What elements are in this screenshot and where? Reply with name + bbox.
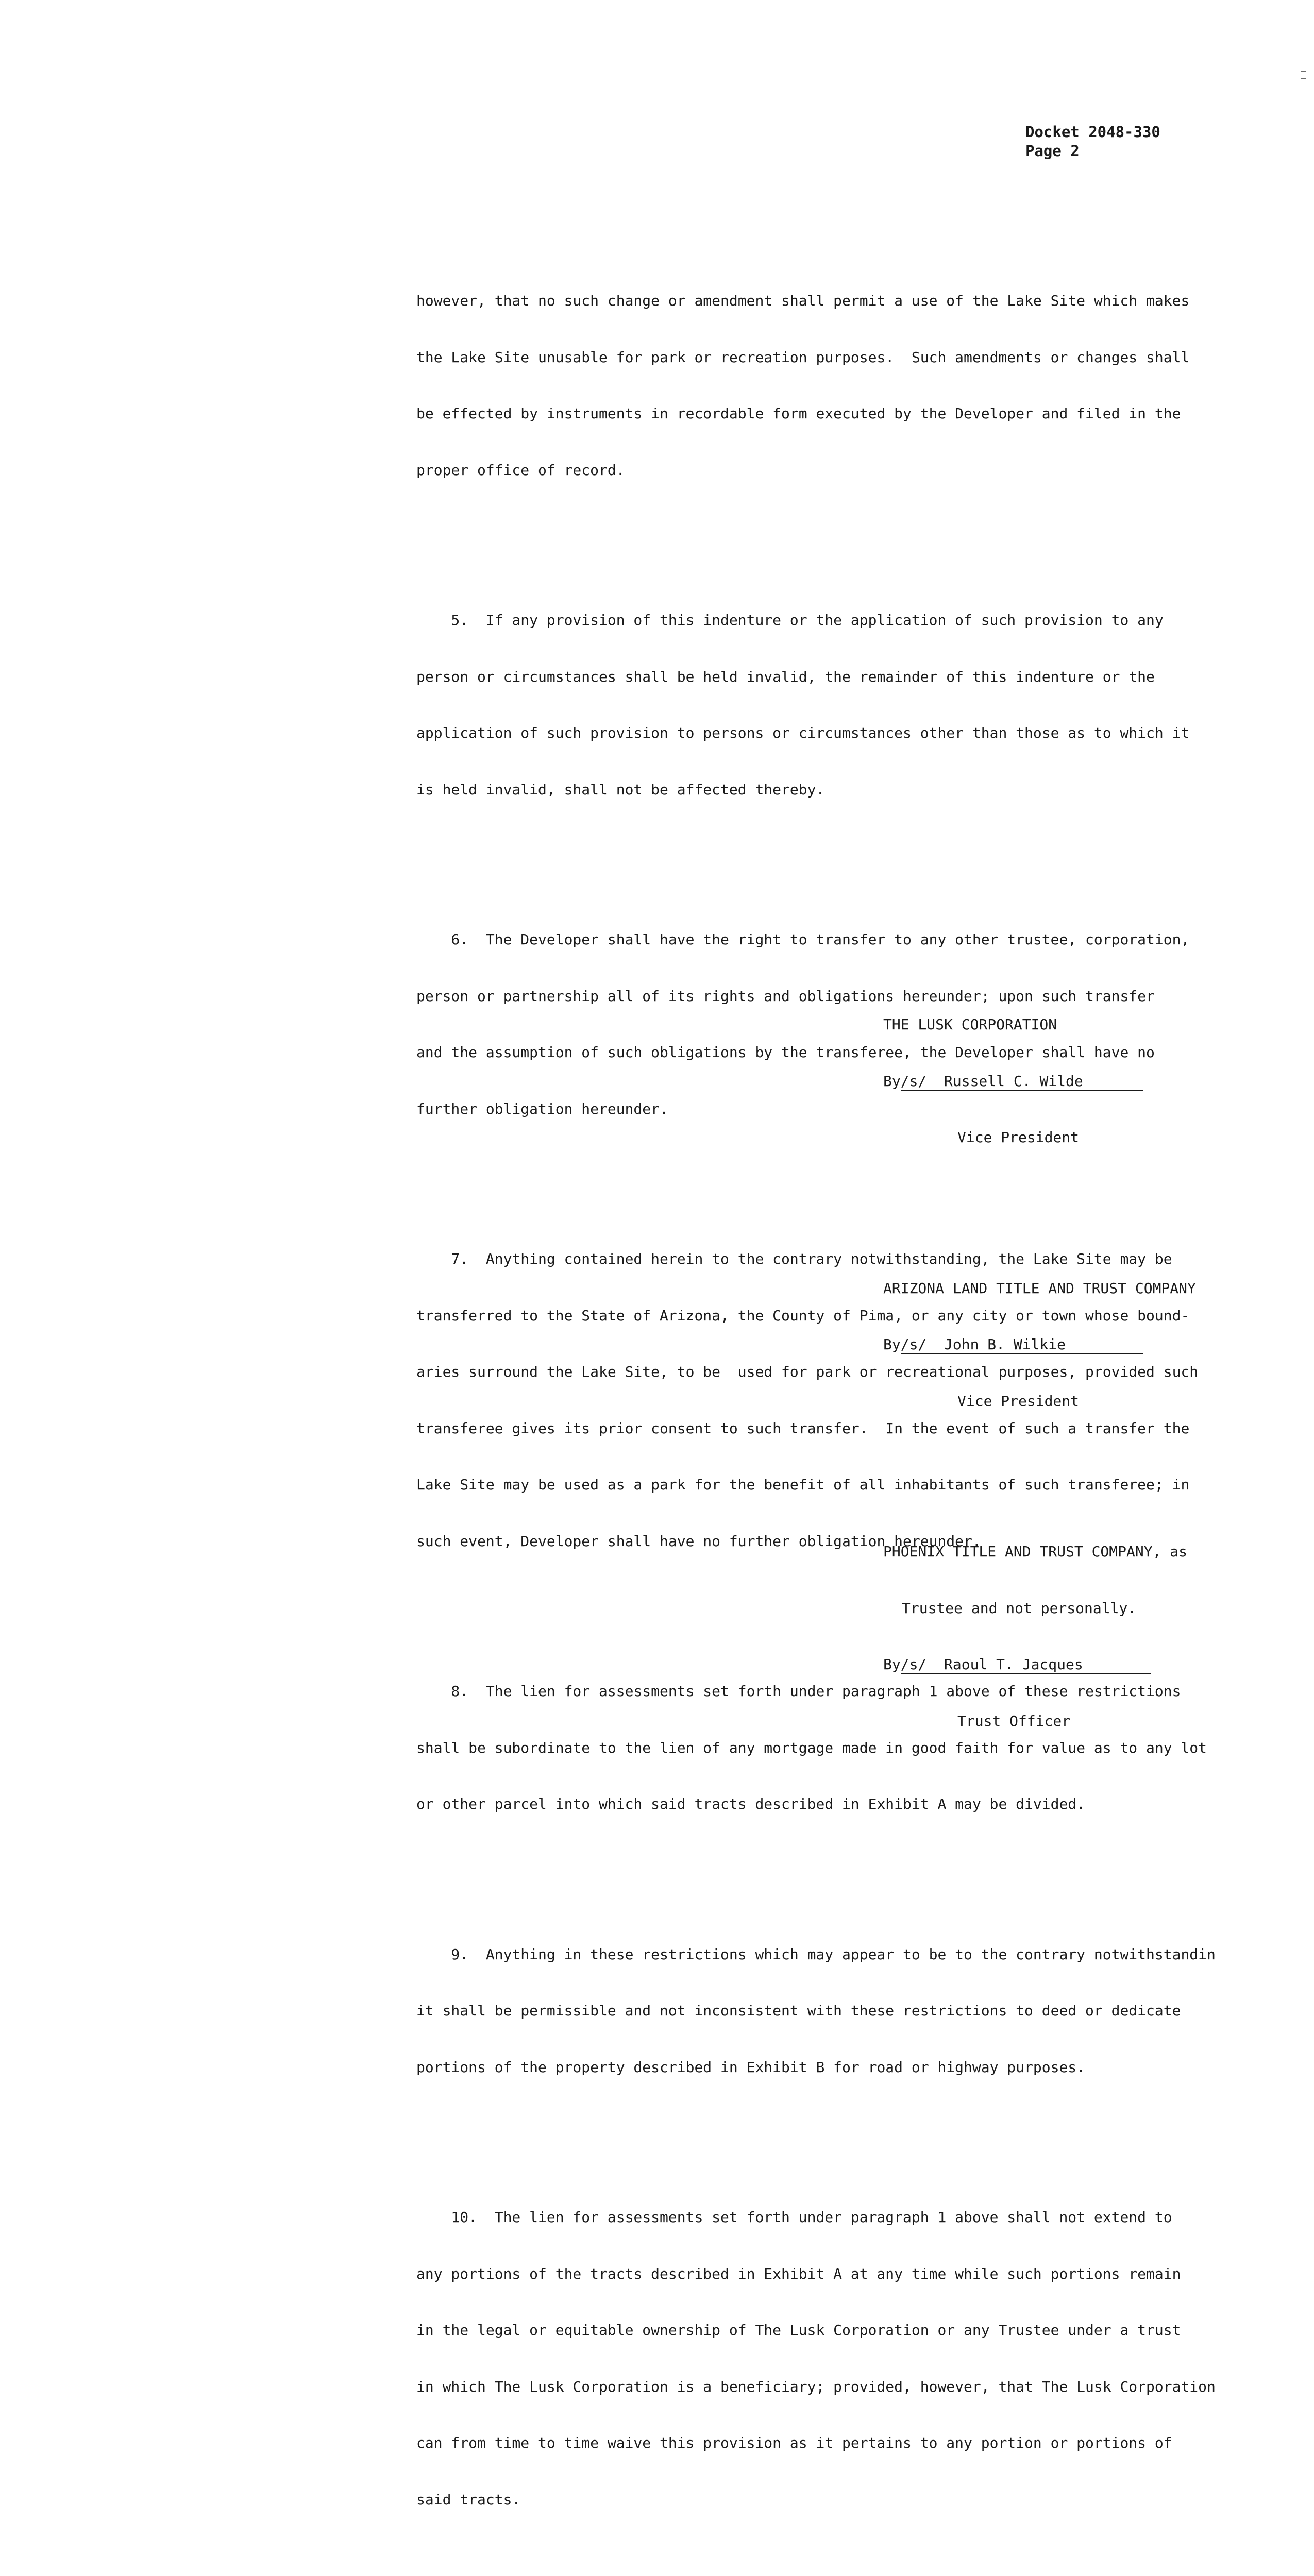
by-label: By [883, 1656, 901, 1673]
text-line: is held invalid, shall not be affected thereby. [416, 781, 825, 798]
by-label: By [883, 1072, 901, 1090]
text-line: aries surround the Lake Site, to be used for park or recreational purposes, provided such [416, 1363, 1199, 1380]
text-line: transferred to the State of Arizona, the County of Pima, or any city or town whose bound- [416, 1307, 1190, 1324]
docket-header [1025, 123, 1160, 161]
text-line: proper office of record. [416, 461, 625, 479]
signer-title: Trust Officer [957, 1712, 1071, 1730]
paragraph-9 [416, 1908, 1282, 2115]
signature-line [883, 1335, 1196, 1354]
text-line: any portions of the tracts described in Exhibit A at any time while such portions remain [416, 2265, 1181, 2282]
signature-line [883, 1072, 1196, 1091]
signer-name: /s/ Raoul T. Jacques [900, 1656, 1083, 1673]
text-line: such event, Developer shall have no further obligation hereunder. [416, 1532, 981, 1550]
text-line: Lake Site may be used as a park for the benefit of all inhabitants of such transferee; in [416, 1476, 1190, 1493]
text-line: person or partnership all of its rights and obligations hereunder; upon such transfer [416, 987, 1155, 1005]
docket-number: Docket 2048-330 [1025, 123, 1160, 141]
text-line: portions of the property described in Exhibit B for road or highway purposes. [416, 2058, 1086, 2076]
text-line: or other parcel into which said tracts described in Exhibit A may be divided. [416, 1795, 1086, 1812]
text-line: it shall be permissible and not inconsistent with these restrictions to deed or dedicate [416, 2002, 1181, 2019]
text-line: can from time to time waive this provision as it pertains to any portion or portions of [416, 2434, 1172, 2451]
text-line: in the legal or equitable ownership of The Lusk Corporation or any Trustee under a trust [416, 2321, 1181, 2338]
signature-section [883, 940, 1196, 1825]
signature-underline [901, 1336, 1143, 1354]
paragraph-continuation [416, 254, 1282, 517]
scan-artifact-mark [1301, 71, 1306, 72]
signatory-entity-line2: Trustee and not personally. [902, 1599, 1137, 1617]
signature-line [883, 1655, 1196, 1674]
page-number: Page 2 [1025, 142, 1080, 160]
signature-block-arizona [883, 1242, 1196, 1449]
signer-name: /s/ John B. Wilkie [900, 1336, 1066, 1353]
text-line: 9. Anything in these restrictions which may appear to be to the contrary notwithstandin [416, 1945, 1216, 1963]
by-label: By [883, 1336, 901, 1353]
text-line: be effected by instruments in recordable form executed by the Developer and filed in the [416, 405, 1181, 422]
text-line: 5. If any provision of this indenture or the application of such provision to any [416, 612, 1164, 629]
signature-block-lusk [883, 978, 1196, 1185]
text-line: in which The Lusk Corporation is a beneficiary; provided, however, that The Lusk Corporation [416, 2378, 1216, 2395]
text-line: 10. The lien for assessments set forth under paragraph 1 above shall not extend to [416, 2209, 1172, 2226]
text-line: however, that no such change or amendment shall permit a use of the Lake Site which makes [416, 292, 1190, 309]
text-line: 8. The lien for assessments set forth under paragraph 1 above of these restrictions [416, 1683, 1181, 1700]
text-line: said tracts. [416, 2490, 521, 2508]
signer-title: Vice President [957, 1392, 1080, 1410]
text-line: person or circumstances shall be held invalid, the remainder of this indenture or the [416, 668, 1155, 685]
text-line: further obligation hereunder. [416, 1100, 668, 1117]
text-line: shall be subordinate to the lien of any mortgage made in good faith for value as to any lot [416, 1739, 1207, 1756]
signatory-entity: ARIZONA LAND TITLE AND TRUST COMPANY [883, 1279, 1196, 1297]
paragraph-10 [416, 2171, 1282, 2547]
signatory-entity: THE LUSK CORPORATION [883, 1016, 1057, 1033]
signer-title: Vice President [957, 1129, 1080, 1146]
text-line: and the assumption of such obligations by the transferee, the Developer shall have no [416, 1044, 1155, 1061]
signature-block-phoenix [883, 1505, 1196, 1768]
text-line: transferee gives its prior consent to such transfer. In the event of such a transfer the [416, 1419, 1190, 1437]
text-line: the Lake Site unusable for park or recreation purposes. Such amendments or changes shall [416, 348, 1190, 366]
signatory-entity: PHOENIX TITLE AND TRUST COMPANY, as [883, 1543, 1188, 1560]
paragraph-5 [416, 573, 1282, 837]
text-line: 6. The Developer shall have the right to transfer to any other trustee, corporation, [416, 931, 1190, 948]
signer-name: /s/ Russell C. Wilde [900, 1072, 1083, 1090]
text-line: 7. Anything contained herein to the contrary notwithstanding, the Lake Site may be [416, 1250, 1172, 1267]
text-line: application of such provision to persons or circumstances other than those as to which it [416, 724, 1190, 741]
signature-underline [901, 1073, 1143, 1091]
scan-artifact-mark [1301, 78, 1306, 79]
signature-underline [901, 1656, 1151, 1674]
